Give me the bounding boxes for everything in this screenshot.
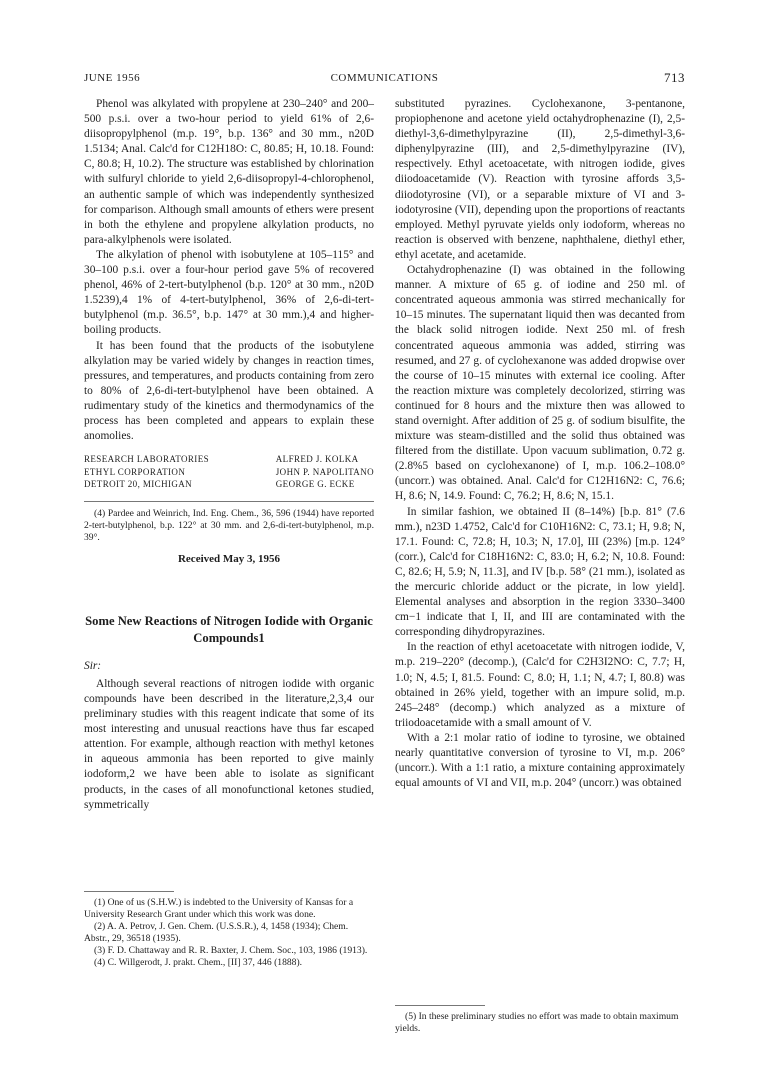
footnote-4: (4) Pardee and Weinrich, Ind. Eng. Chem., 36, 596 (1944) have reported 2-tert-butylphenol, b.p. 122° at 30 mm. and 2,6-di-tert-butylphenol, m.p. 39°. <box>84 501 374 544</box>
left-column <box>84 97 374 813</box>
affiliation-block <box>84 453 374 491</box>
footnote: (2) A. A. Petrov, J. Gen. Chem. (U.S.S.R.), 4, 1458 (1934); Chem. Abstr., 29, 36518 (1935). <box>84 921 349 944</box>
right-column <box>395 97 685 791</box>
footnote: (1) One of us (S.H.W.) is indebted to the University of Kansas for a University Research Grant under which this work was done. <box>84 897 354 920</box>
paragraph: In the reaction of ethyl acetoacetate with nitrogen iodide, V, m.p. 219–220° (decomp.), (Calc'd for C2H3I2NO: C, 7.7; H, 1.0; N, 4.5; I, 81.5. Found: C, 8.0; H, 1.1; N, 4.7; I, 80.8) was obtained in 26% yield, together with an impure solid, m.p. 245–248° (decomp.) which analyzed as a mixture of triiodoacetamide with a small amount of V. <box>395 641 685 729</box>
footnote-rule <box>84 891 174 892</box>
paragraph: Although several reactions of nitrogen iodide with organic compounds have been described in the literature,2,3,4 our preliminary studies with this reagent indicate that some of its most interesting and unusual reactions have thus far escaped attention. For example, although reaction with methyl ketones in aqueous ammonia has been reported to give mainly iodoform,2 we have been able to isolate as significant products, in the cases of all monofunctional ketones studied, symmetrically <box>84 677 374 811</box>
institution-line: DETROIT 20, MICHIGAN <box>84 479 193 490</box>
author-name: JOHN P. NAPOLITANO <box>275 466 374 477</box>
footnote: (4) C. Willgerodt, J. prakt. Chem., [II] 37, 446 (1888). <box>94 957 303 968</box>
footnote: (3) F. D. Chattaway and R. R. Baxter, J. Chem. Soc., 103, 1986 (1913). <box>94 945 368 956</box>
page-number: 713 <box>664 70 685 85</box>
right-footnotes <box>395 1005 685 1035</box>
institution-line: ETHYL CORPORATION <box>84 466 186 477</box>
header-date: JUNE 1956 <box>84 72 141 84</box>
institution-line: RESEARCH LABORATORIES <box>84 454 209 465</box>
paragraph: In similar fashion, we obtained II (8–14%) [b.p. 81° (7.6 mm.), n23D 1.4752, Calc'd for C10H16N2: C, 73.1; H, 9.8; N, 17.1. Found: C, 72.8; H, 10.3; N, 17.0], III (23%) [m.p. 124° (corr.), Calc'd for C18H16N2: C, 83.0; H, 6.2; N, 10.8. Found: C, 82.6; H, 5.9; N, 11.3], and IV [b.p. 58° (21 mm.), isolated as the mercuric chloride adduct or the picrate, in low yield]. Elemental analyses and absorption in the region 3330–3400 cm−1 indicate that I, II, and III are contaminated with the corresponding dihydropyrazines. <box>395 505 685 639</box>
salutation: Sir: <box>84 659 102 672</box>
article-title: Some New Reactions of Nitrogen Iodide with Organic Compounds1 <box>85 613 373 645</box>
paragraph: With a 2:1 molar ratio of iodine to tyrosine, we obtained nearly quantitative conversion of tyrosine to VI, m.p. 206° (uncorr.). With a 1:1 ratio, a mixture containing approximately equal amounts of VI and VII, m.p. 204° (uncorr.) was obtained <box>395 731 685 790</box>
paragraph: It has been found that the products of the isobutylene alkylation may be varied widely by changes in reaction times, pressures, and temperatures, and products containing from zero to 80% of 2,6-di-tert-butylphenol have been obtained. A rudimentary study of the kinetics and thermodynamics of the process has been completed and appears to explain these anomolies. <box>84 339 374 443</box>
paragraph: substituted pyrazines. Cyclohexanone, 3-pentanone, propiophenone and acetone yield octahydrophenazine (I), 2,5-diethyl-3,6-dimethylpyrazine (II), 2,5-dimethyl-3,6-diphenylpyrazine (III), and 2,5-dimethylpyrazine (IV), respectively. Ethyl acetoacetate, with nitrogen iodide, gives diiodoacetamide (V). Reaction with tyrosine affords 3,5-diiodotyrosine (VI), or a separable mixture of VI and 3-iodotyrosine (VII), depending upon the proportions of reactants employed. Methyl pyruvate yields only iodoform, whereas no reaction is observed with benzene, naphthalene, diethyl ether, ethyl acetate, and acetamide. <box>395 98 685 261</box>
institution <box>84 453 209 491</box>
paragraph: Phenol was alkylated with propylene at 230–240° and 200–500 p.s.i. over a two-hour period to yield 61% of 2,6-diisopropylphenol (m.p. 19°, b.p. 136° and 30 mm., n20D 1.5134; Anal. Calc'd for C12H18O: C, 80.85; H, 10.18. Found: C, 80.8; H, 10.2). The structure was established by chlorination with sulfuryl chloride to yield 2,6-diisopropyl-4-chlorophenol, an authentic sample of which was independently synthesized for comparison. Although small amounts of ethers were present in both the ethylene and propylene alkylation products, no para-alkylphenols were isolated. <box>84 98 374 246</box>
footnote: (5) In these preliminary studies no effort was made to obtain maximum yields. <box>395 1011 679 1034</box>
received-date: Received May 3, 1956 <box>177 552 281 565</box>
header-section: COMMUNICATIONS <box>330 72 439 84</box>
authors <box>276 453 374 491</box>
paragraph: The alkylation of phenol with isobutylene at 105–115° and 30–100 p.s.i. over a four-hour period gave 5% of recovered phenol, 46% of 2-tert-butylphenol (b.p. 120° at 30 mm., n20D 1.5239),4 1% of 4-tert-butylphenol, 36% of 2,6-di-tert-butylphenol (m.p. 36.5°, b.p. 147° at 30 mm.),4 and higher-boiling products. <box>84 248 374 337</box>
paragraph: Octahydrophenazine (I) was obtained in the following manner. A mixture of 65 g. of iodine and 250 ml. of concentrated aqueous ammonia was stirred mechanically for 10–15 minutes. The supernatant liquid then was decanted from the black solid nitrogen iodide. Next 250 ml. of fresh concentrated aqueous ammonia was added, stirring was resumed, and 27 g. of cyclohexanone was added dropwise over the course of 10–15 minutes with external ice cooling. After the reaction mixture was completely decolorized, stirring was continued for 8 hours and the mixture then was allowed to stand overnight. After addition of 25 g. of sodium bisulfite, the mixture was steam-distilled and the solid thus obtained was filtered from the distillate. Upon vacuum sublimation, 0.72 g. (2.8%5 based on cyclohexanone) of I, m.p. 106.2–108.0° (uncorr.) was obtained. Anal. Calc'd for C12H16N2: C, 76.6; H, 8.6; N, 14.9. Found: C, 76.2; H, 8.6; N, 15.1. <box>395 264 685 503</box>
running-header <box>84 72 685 88</box>
left-footnotes <box>84 873 374 969</box>
author-name: GEORGE G. ECKE <box>275 479 355 490</box>
footnote-rule <box>395 1005 485 1006</box>
author-name: ALFRED J. KOLKA <box>275 454 359 465</box>
